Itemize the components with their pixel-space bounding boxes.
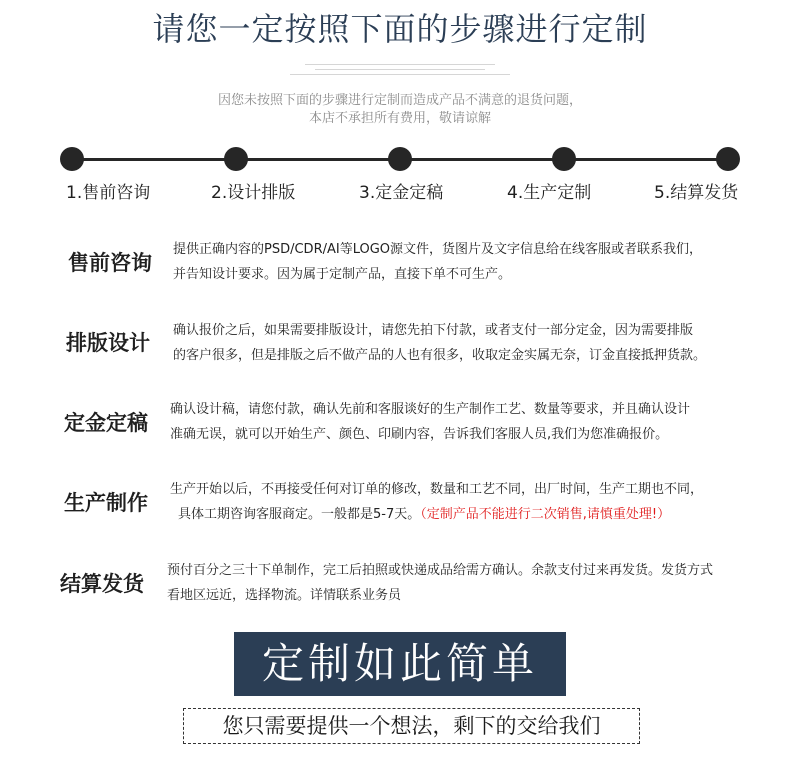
section-heading: 售前咨询 [68,251,152,275]
section-line: 看地区远近，选择物流。详情联系业务员 [167,588,402,603]
section-line: 确认设计稿，请您付款，确认先前和客服谈好的生产制作工艺、数量等要求，并且确认设计 [170,402,691,417]
step-label: 1.售前咨询 [66,183,151,203]
tagline-box: 您只需要提供一个想法，剩下的交给我们 [183,708,640,744]
step-label: 2.设计排版 [211,183,296,203]
section-heading: 排版设计 [66,331,150,355]
timeline-dot [388,147,412,171]
section-line: 的客户很多，但是排版之后不做产品的人也有很多，收取定金实属无奈，订金直接抵押货款。 [173,348,707,363]
section-line: 生产开始以后，不再接受任何对订单的修改，数量和工艺不同，出厂时间，生产工期也不同， [170,482,704,497]
section-line: 提供正确内容的PSD/CDR/AI等LOGO源文件，货图片及文字信息给在线客服或者联系我们， [173,242,703,257]
section-body [170,397,760,447]
timeline-dot [716,147,740,171]
refund-notice [0,92,800,128]
notice-line-2: 本店不承担所有费用，敬请谅解 [308,111,491,126]
timeline-dot [224,147,248,171]
section-heading: 定金定稿 [64,411,148,435]
section-heading: 结算发货 [60,572,144,596]
step-label: 5.结算发货 [654,183,739,203]
promo-banner: 定制如此简单 [234,632,566,696]
section-heading: 生产制作 [64,491,148,515]
timeline-dot [60,147,84,171]
warning-text: （定制产品不能进行二次销售,请慎重处理!） [420,507,671,522]
section-body [170,477,760,527]
page-title: 请您一定按照下面的步骤进行定制 [152,10,648,48]
section-line-text: 具体工期咨询客服商定。一般都是5-7天。 [178,507,421,522]
step-label: 4.生产定制 [507,183,592,203]
section-body [173,237,763,287]
timeline-dot [552,147,576,171]
section-line: 准确无误，就可以开始生产、颜色、印刷内容，告诉我们客服人员,我们为您准确报价。 [170,427,669,442]
section-body [173,318,763,368]
process-timeline [0,140,800,210]
section-body [167,558,777,608]
section-line: 预付百分之三十下单制作，完工后拍照或快递成品给需方确认。余款支付过来再发货。发货方式 [167,563,714,578]
decorative-divider [0,62,800,80]
section-line: 确认报价之后，如果需要排版设计，请您先拍下付款，或者支付一部分定金，因为需要排版 [173,323,694,338]
section-line [170,502,760,527]
step-label: 3.定金定稿 [359,183,444,203]
notice-line-1: 因您未按照下面的步骤进行定制而造成产品不满意的退货问题， [217,93,582,108]
section-line: 并告知设计要求。因为属于定制产品，直接下单不可生产。 [173,267,512,282]
